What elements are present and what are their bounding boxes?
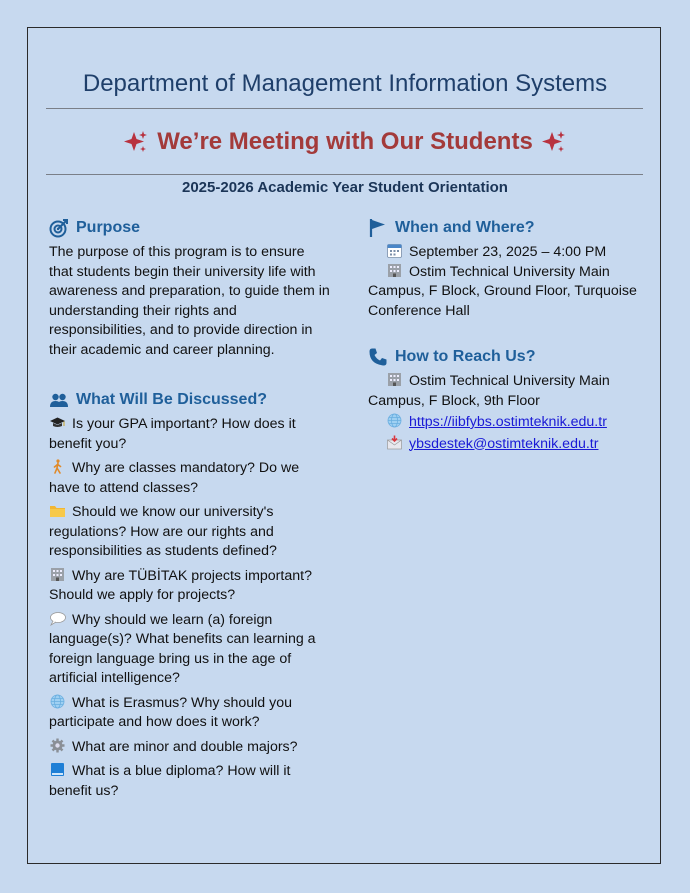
meeting-title-row bbox=[0, 128, 690, 156]
people-icon bbox=[49, 390, 69, 410]
discussed-title: What Will Be Discussed? bbox=[76, 391, 267, 408]
list-item: Why are TÜBİTAK projects important? Should we apply for projects? bbox=[49, 567, 312, 603]
folder-icon bbox=[49, 503, 66, 518]
sparkle-icon bbox=[541, 129, 567, 155]
divider bbox=[46, 174, 643, 175]
building-icon bbox=[386, 372, 403, 387]
flag-icon bbox=[368, 218, 388, 238]
gear-icon bbox=[49, 738, 66, 753]
walking-person-icon bbox=[49, 459, 66, 474]
discussion-list bbox=[49, 415, 331, 801]
list-item: Is your GPA important? How does it benefit you? bbox=[49, 416, 296, 452]
building-icon bbox=[386, 263, 403, 278]
department-title: Department of Management Information Systems bbox=[82, 70, 608, 97]
speech-bubble-icon bbox=[49, 611, 66, 626]
event-date: September 23, 2025 – 4:00 PM bbox=[386, 243, 638, 263]
purpose-heading bbox=[49, 218, 331, 238]
list-item: What is a blue diploma? How will it benefit us? bbox=[49, 763, 291, 799]
graduation-cap-icon bbox=[49, 415, 66, 430]
subtitle: 2025-2026 Academic Year Student Orientation bbox=[182, 179, 508, 196]
phone-icon bbox=[368, 347, 388, 367]
calendar-icon bbox=[386, 243, 403, 258]
target-icon bbox=[49, 218, 69, 238]
building-icon bbox=[49, 567, 66, 582]
email-link[interactable]: ybsdestek@ostimteknik.edu.tr bbox=[409, 435, 599, 452]
when-where-title: When and Where? bbox=[395, 219, 535, 236]
reach-heading bbox=[368, 347, 638, 367]
globe-icon bbox=[49, 694, 66, 709]
discussed-heading bbox=[49, 390, 331, 410]
list-item: Why are classes mandatory? Do we have to attend classes? bbox=[49, 460, 300, 496]
blue-book-icon bbox=[49, 762, 66, 777]
list-item: What are minor and double majors? bbox=[49, 738, 331, 758]
meeting-title: We’re Meeting with Our Students bbox=[157, 128, 533, 155]
list-item: What is Erasmus? Why should you participate and how does it work? bbox=[49, 694, 292, 730]
right-column bbox=[368, 218, 638, 454]
left-column bbox=[49, 218, 331, 806]
contact-website-row bbox=[386, 413, 638, 433]
contact-address: Ostim Technical University Main Campus, F Block, 9th Floor bbox=[368, 373, 610, 409]
list-item: Why should we learn (a) foreign language(s)? What benefits can learning a foreign language bring us in the age of artificial intelligence? bbox=[49, 611, 316, 686]
globe-icon bbox=[386, 413, 403, 428]
contact-email-row bbox=[386, 435, 638, 455]
when-where-details bbox=[368, 243, 638, 321]
reach-details bbox=[368, 372, 638, 454]
list-item: Should we know our university's regulations? How are our rights and responsibilities as students defined? bbox=[49, 504, 277, 559]
purpose-title: Purpose bbox=[76, 219, 141, 236]
reach-title: How to Reach Us? bbox=[395, 348, 536, 365]
sparkle-icon bbox=[123, 129, 149, 155]
inbox-icon bbox=[386, 435, 403, 450]
divider bbox=[46, 108, 643, 109]
when-where-heading bbox=[368, 218, 638, 238]
website-link[interactable]: https://iibfybs.ostimteknik.edu.tr bbox=[409, 414, 607, 430]
purpose-text: The purpose of this program is to ensure that students begin their university life with awareness and preparation, to guide them in understanding their rights and responsibilities, and to provide direction in their academic and career planning. bbox=[49, 244, 330, 358]
event-venue: Ostim Technical University Main Campus, F Block, Ground Floor, Turquoise Conference Hall bbox=[368, 263, 637, 319]
